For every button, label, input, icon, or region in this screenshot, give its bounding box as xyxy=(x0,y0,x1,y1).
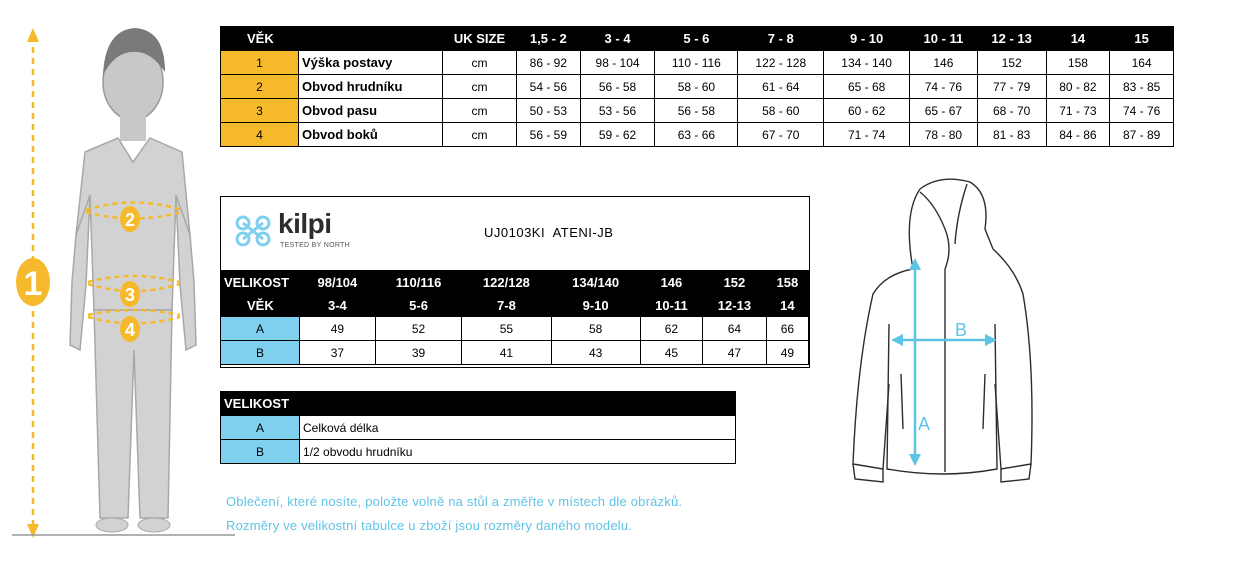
cell: 39 xyxy=(375,341,462,365)
cell: 54 - 56 xyxy=(517,75,581,99)
marker-4: 4 xyxy=(124,320,136,340)
row-unit: cm xyxy=(443,75,517,99)
cell: 43 xyxy=(551,341,640,365)
size-cell: 110/116 xyxy=(375,271,462,294)
legend-letter: A xyxy=(221,416,300,440)
size-cell: 134/140 xyxy=(551,271,640,294)
row-unit: cm xyxy=(443,123,517,147)
cell: 56 - 59 xyxy=(517,123,581,147)
cell: 49 xyxy=(300,317,376,341)
age-cell: 3-4 xyxy=(300,294,376,317)
age-cell: 7-8 xyxy=(462,294,551,317)
cell: 65 - 68 xyxy=(824,75,910,99)
product-size-table xyxy=(220,270,809,365)
cell: 45 xyxy=(640,341,702,365)
cell: 60 - 62 xyxy=(824,99,910,123)
age-cell: 14 xyxy=(766,294,808,317)
jacket-label-a: A xyxy=(918,414,931,434)
cell: 66 xyxy=(766,317,808,341)
cell: 37 xyxy=(300,341,376,365)
cell: 164 xyxy=(1110,51,1174,75)
size-cell: 146 xyxy=(640,271,702,294)
cell: 158 xyxy=(1046,51,1110,75)
cell: 134 - 140 xyxy=(824,51,910,75)
legend-table xyxy=(220,391,736,464)
cell: 61 - 64 xyxy=(738,75,824,99)
cell: 50 - 53 xyxy=(517,99,581,123)
cell: 58 xyxy=(551,317,640,341)
size-cell: 98/104 xyxy=(300,271,376,294)
cell: 58 - 60 xyxy=(738,99,824,123)
cell: 67 - 70 xyxy=(738,123,824,147)
header-cell: 15 xyxy=(1110,27,1174,51)
product-table-header xyxy=(220,196,808,270)
size-cell: 158 xyxy=(766,271,808,294)
row-number: 2 xyxy=(221,75,299,99)
jacket-measurement-figure xyxy=(845,174,1040,499)
header-cell: UK SIZE xyxy=(443,27,517,51)
table-row xyxy=(221,440,736,464)
cell: 78 - 80 xyxy=(910,123,978,147)
note-line-2: Rozměry ve velikostní tabulce u zboží jsou rozměry daného modelu. xyxy=(226,518,633,533)
marker-2: 2 xyxy=(124,210,136,230)
size-table xyxy=(220,26,1174,147)
cell: 49 xyxy=(766,341,808,365)
age-cell: 12-13 xyxy=(703,294,767,317)
cell: 62 xyxy=(640,317,702,341)
table-row xyxy=(221,341,809,365)
size-cell: 122/128 xyxy=(462,271,551,294)
row-unit: cm xyxy=(443,99,517,123)
cell: 52 xyxy=(375,317,462,341)
row-label: Výška postavy xyxy=(299,51,443,75)
cell: 80 - 82 xyxy=(1046,75,1110,99)
age-cell: 10-11 xyxy=(640,294,702,317)
child-measurement-figure xyxy=(0,20,240,545)
row-label: Obvod hrudníku xyxy=(299,75,443,99)
cell: 71 - 73 xyxy=(1046,99,1110,123)
cell: 98 - 104 xyxy=(580,51,655,75)
table-row xyxy=(221,317,809,341)
legend-desc: 1/2 obvodu hrudníku xyxy=(300,440,736,464)
table-row xyxy=(221,75,1174,99)
cell: 83 - 85 xyxy=(1110,75,1174,99)
cell: 86 - 92 xyxy=(517,51,581,75)
cell: 152 xyxy=(977,51,1046,75)
header-cell: 10 - 11 xyxy=(910,27,978,51)
row-letter: A xyxy=(221,317,300,341)
cell: 74 - 76 xyxy=(910,75,978,99)
header-cell: 7 - 8 xyxy=(738,27,824,51)
marker-3: 3 xyxy=(124,285,136,305)
kilpi-logo-icon xyxy=(232,212,274,250)
cell: 56 - 58 xyxy=(655,99,738,123)
header-cell: 1,5 - 2 xyxy=(517,27,581,51)
vek-label: VĚK xyxy=(221,294,300,317)
size-table-header xyxy=(221,27,1174,51)
cell: 53 - 56 xyxy=(580,99,655,123)
table-row xyxy=(221,51,1174,75)
cell: 59 - 62 xyxy=(580,123,655,147)
header-cell: 14 xyxy=(1046,27,1110,51)
cell: 122 - 128 xyxy=(738,51,824,75)
cell: 146 xyxy=(910,51,978,75)
product-code: UJ0103KI ATENI-JB xyxy=(484,225,614,240)
row-label: Obvod pasu xyxy=(299,99,443,123)
legend-letter: B xyxy=(221,440,300,464)
row-letter: B xyxy=(221,341,300,365)
marker-1: 1 xyxy=(23,265,43,303)
cell: 84 - 86 xyxy=(1046,123,1110,147)
cell: 74 - 76 xyxy=(1110,99,1174,123)
cell: 77 - 79 xyxy=(977,75,1046,99)
legend-header: VELIKOST xyxy=(221,392,736,416)
header-cell: VĚK xyxy=(221,27,299,51)
cell: 58 - 60 xyxy=(655,75,738,99)
brand-name: kilpi xyxy=(278,208,332,239)
size-cell: 152 xyxy=(703,271,767,294)
brand-tagline: TESTED BY NORTH xyxy=(280,242,350,249)
legend-desc: Celková délka xyxy=(300,416,736,440)
row-number: 3 xyxy=(221,99,299,123)
cell: 87 - 89 xyxy=(1110,123,1174,147)
cell: 41 xyxy=(462,341,551,365)
row-label: Obvod boků xyxy=(299,123,443,147)
cell: 110 - 116 xyxy=(655,51,738,75)
velikost-label: VELIKOST xyxy=(221,271,300,294)
age-cell: 5-6 xyxy=(375,294,462,317)
table-row xyxy=(221,123,1174,147)
header-cell: 9 - 10 xyxy=(824,27,910,51)
cell: 55 xyxy=(462,317,551,341)
header-cell xyxy=(299,27,443,51)
cell: 56 - 58 xyxy=(580,75,655,99)
header-cell: 12 - 13 xyxy=(977,27,1046,51)
cell: 68 - 70 xyxy=(977,99,1046,123)
legend-header-row xyxy=(221,392,736,416)
row-number: 1 xyxy=(221,51,299,75)
age-cell: 9-10 xyxy=(551,294,640,317)
vek-row xyxy=(221,294,809,317)
cell: 65 - 67 xyxy=(910,99,978,123)
jacket-label-b: B xyxy=(955,320,968,340)
header-cell: 5 - 6 xyxy=(655,27,738,51)
row-number: 4 xyxy=(221,123,299,147)
header-cell: 3 - 4 xyxy=(580,27,655,51)
note-line-1: Oblečení, které nosíte, položte volně na stůl a změřte v místech dle obrázků. xyxy=(226,494,683,509)
velikost-row xyxy=(221,271,809,294)
cell: 63 - 66 xyxy=(655,123,738,147)
row-unit: cm xyxy=(443,51,517,75)
cell: 71 - 74 xyxy=(824,123,910,147)
table-row xyxy=(221,416,736,440)
cell: 47 xyxy=(703,341,767,365)
cell: 81 - 83 xyxy=(977,123,1046,147)
table-row xyxy=(221,99,1174,123)
cell: 64 xyxy=(703,317,767,341)
